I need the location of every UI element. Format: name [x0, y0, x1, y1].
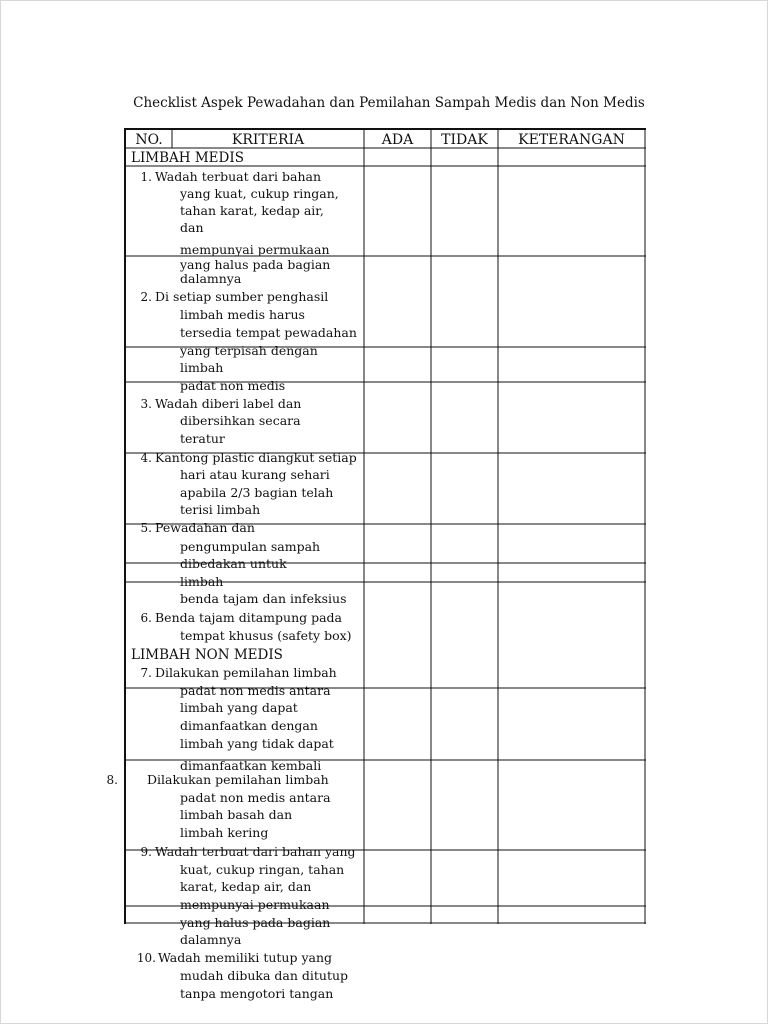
criteria-line: padat non medis antara	[180, 683, 331, 698]
criteria-line: limbah basah dan	[180, 807, 293, 822]
header-kriteria: KRITERIA	[231, 132, 305, 148]
criteria-line: Dilakukan pemilahan limbah	[147, 772, 329, 787]
criteria-line: dalamnya	[180, 271, 242, 286]
criteria-line: tersedia tempat pewadahan	[180, 325, 357, 340]
item-number: 3.	[140, 397, 152, 411]
criteria-line: limbah medis harus	[180, 307, 305, 322]
criteria-line: Pewadahan dan	[155, 520, 255, 535]
criteria-line: mempunyai permukaan	[180, 897, 330, 912]
criteria-line: dan	[180, 220, 204, 235]
section-limbah-non-medis: LIMBAH NON MEDIS	[131, 647, 283, 663]
criteria-line: dibersihkan secara	[180, 413, 301, 428]
criteria-line: Di setiap sumber penghasil	[155, 289, 329, 304]
criteria-line: hari atau kurang sehari	[180, 467, 330, 482]
item-number: 6.	[140, 611, 152, 625]
criteria-line: limbah	[180, 360, 224, 375]
item-number: 2.	[140, 290, 152, 304]
criteria-line: tahan karat, kedap air,	[180, 203, 324, 218]
criteria-line: Benda tajam ditampung pada	[155, 610, 343, 625]
document-title: Checklist Aspek Pewadahan dan Pemilahan Sampah Medis dan Non Medis	[133, 95, 645, 111]
criteria-line: karat, kedap air, dan	[180, 879, 312, 894]
criteria-line: limbah yang dapat	[180, 700, 298, 715]
criteria-line: yang halus pada bagian	[180, 257, 331, 272]
criteria-line: dimanfaatkan dengan	[180, 718, 318, 733]
criteria-line: mempunyai permukaan	[180, 242, 330, 257]
criteria-line: Wadah terbuat dari bahan yang	[155, 844, 356, 859]
header-ada: ADA	[381, 132, 414, 148]
criteria-line: padat non medis	[180, 378, 286, 393]
criteria-line: dimanfaatkan kembali	[180, 758, 322, 773]
criteria-line: padat non medis antara	[180, 790, 331, 805]
criteria-line: pengumpulan sampah	[180, 539, 321, 554]
criteria-line: tempat khusus (safety box)	[180, 628, 352, 643]
item-number: 7.	[140, 666, 152, 680]
criteria-line: benda tajam dan infeksius	[180, 591, 347, 606]
item-number: 10.	[136, 951, 156, 965]
criteria-line: yang halus pada bagian	[180, 915, 331, 930]
criteria-line: Dilakukan pemilahan limbah	[155, 665, 337, 680]
item-number: 9.	[140, 845, 152, 859]
criteria-line: kuat, cukup ringan, tahan	[180, 862, 345, 877]
criteria-line: limbah yang tidak dapat	[180, 736, 334, 751]
header-no: NO.	[135, 132, 163, 148]
criteria-line: Wadah diberi label dan	[155, 396, 302, 411]
criteria-line: limbah kering	[180, 825, 269, 840]
criteria-line: yang terpisah dengan	[180, 343, 318, 358]
criteria-line: dalamnya	[180, 932, 242, 947]
criteria-line: tanpa mengotori tangan	[180, 986, 334, 1001]
item-number: 4.	[140, 451, 152, 465]
criteria-line: Kantong plastic diangkut setiap	[155, 450, 357, 465]
criteria-line: teratur	[180, 431, 225, 446]
item-number: 5.	[140, 521, 152, 535]
item-number: 1.	[140, 170, 152, 184]
item-number: 8.	[106, 773, 118, 787]
criteria-line: limbah	[180, 574, 224, 589]
criteria-line: terisi limbah	[180, 502, 261, 517]
criteria-line: dibedakan untuk	[180, 556, 287, 571]
criteria-line: Wadah memiliki tutup yang	[158, 950, 333, 965]
criteria-line: mudah dibuka dan ditutup	[180, 968, 349, 983]
header-keterangan: KETERANGAN	[518, 132, 625, 148]
criteria-line: apabila 2/3 bagian telah	[180, 485, 334, 500]
criteria-line: Wadah terbuat dari bahan	[155, 169, 321, 184]
header-tidak: TIDAK	[441, 132, 488, 148]
criteria-line: yang kuat, cukup ringan,	[180, 186, 339, 201]
section-limbah-medis: LIMBAH MEDIS	[131, 150, 244, 166]
